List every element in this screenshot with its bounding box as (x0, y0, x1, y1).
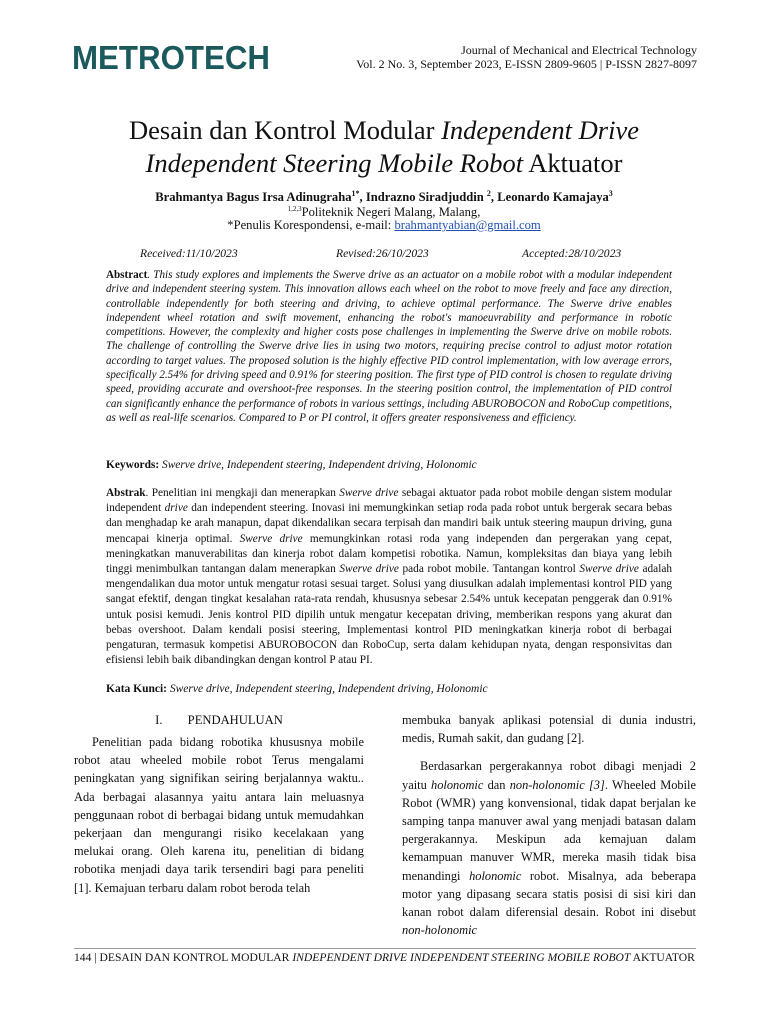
abstrak-text-3: dan independent steering. Inovasi ini memungkinkan setiap roda pada robot untuk bergerak secara bebas dan menghadap ke arah manapun, dapat dikendalikan secara terpisah dan mandiri baik untuk steering maupun driving, guna mencapai kinerja optimal. (106, 502, 672, 545)
page-footer (74, 951, 696, 965)
journal-info (356, 43, 697, 71)
abstrak-italic-4: Swerve drive (339, 563, 399, 576)
column-right (402, 711, 696, 939)
author-3-sup: 3 (608, 189, 613, 198)
abstrak-italic-5: Swerve drive (579, 563, 639, 576)
author-3: Leonardo Kamajaya (497, 190, 609, 205)
corresponding-label: *Penulis Korespondensi, e-mail: (227, 218, 395, 232)
keywords-english (106, 458, 672, 472)
p2-italic-d: non-holonomic [3] (509, 777, 605, 792)
abstract-english (106, 268, 672, 425)
abstrak-text-6: adalah mengendalikan dua motor untuk mengatur rotasi sesuai target. Solusi yang diusulkan adalah implementasi kontrol PID yang sangat efektif, dengan tingkat kesalahan rata-rata rendah, khususnya sebesar 2.54% untuk kecepatan penggerak dan 0.91% untuk posisi kemudi. Jenis kontrol PID dipilih untuk mengatur kecepatan driving, memberikan respons yang akurat dan bebas overshoot. Dalam kendali posisi steering, Implementasi kontrol PID meningkatkan kinerja robot di berbagai pengaturan, termasuk kompetisi ABUROBOCON dan RoboCup, serta dalam kehidupan nyata, dengan responsivitas dan efisiensi lebih baik dibandingkan dengan kontrol P atau PI. (106, 563, 672, 667)
footer-italic: INDEPENDENT DRIVE INDEPENDENT STEERING MOBILE ROBOT (292, 951, 631, 964)
abstrak-italic-2: drive (164, 502, 188, 515)
author-2-sup: 2 (486, 189, 491, 198)
submission-dates (60, 247, 708, 263)
author-list: Brahmantya Bagus Irsa Adinugraha$^{1*}$, Indrazno Siradjuddin $^2$, Leonardo Kamajaya$^3$ (155, 189, 613, 205)
p2-text-g: robot. Misalnya, ada beberapa motor yang dipasang secara statis posisi di sisi kiri dan kanan robot dalam diferensial desain. Robot ini disebut (402, 868, 696, 920)
title-line1-italic: Independent Drive (441, 115, 639, 145)
author-1-sup: 1* (351, 189, 360, 198)
paper-title (60, 114, 708, 180)
accepted-date: Accepted:28/10/2023 (522, 247, 622, 260)
journal-issue: Vol. 2 No. 3, September 2023, E-ISSN 2809-9605 | P-ISSN 2827-8097 (356, 57, 697, 71)
p2-text-a: Berdasarkan pergerakannya robot dibagi menjadi 2 yaitu (402, 759, 696, 792)
received-date: Received:11/10/2023 (140, 247, 238, 260)
title-line1-regular: Desain dan Kontrol Modular (129, 115, 442, 145)
footer-prefix: 144 | DESAIN DAN KONTROL MODULAR (74, 951, 293, 964)
column-left (74, 711, 364, 897)
p2-text-e: . Wheeled Mobile Robot (WMR) yang konvensional, tidak dapat berjalan ke samping tanpa manuver awal yang menjadi batasan dalam pergerakannya. Meskipun ada kemajuan dalam kemampuan manuver WMR, mereka masih tidak bisa menandingi (402, 777, 697, 883)
keywords-label: Keywords: (106, 459, 160, 471)
logo-text: METROTECH (72, 40, 270, 74)
abstrak-text-1: . Penelitian ini mengkaji dan menerapkan (145, 487, 340, 499)
author-1: Brahmantya Bagus Irsa Adinugraha (155, 190, 352, 205)
intro-paragraph-1: Penelitian pada bidang robotika khususnya mobile robot atau wheeled mobile robot Terus mengalami peningkatan yang signifikan seiring berjalannya waktu.. Ada berbagai alasannya yaitu antara lain meluasnya penggunaan robot di berbagai bidang untuk memudahkan pekerjaan dan mengurangi risiko kecelakaan yang melukai orang. Oleh karena itu, penelitian di bidang robotika menjadi daya tarik tersendiri bagi para peneliti [1]. Kemajuan terbaru dalam robot beroda telah (74, 735, 364, 895)
affiliation-sup: 1,2,3 (287, 205, 302, 213)
kata-kunci-label: Kata Kunci: (106, 683, 168, 695)
keywords-indonesian (106, 682, 672, 696)
abstract-label: Abstract (106, 269, 148, 281)
intro-paragraph-2 (402, 757, 696, 939)
title-line2-regular: Aktuator (523, 148, 623, 178)
abstrak-label: Abstrak (106, 487, 146, 499)
abstract-text: . This study explores and implements the Swerve drive as an actuator on a mobile robot with a modular independent drive and independent steering system. This innovation allows each wheel on the robot to move freely and face any direction, controllable independently for both steering and driving, to achieve optimal performance. The Swerve drive enables independent wheel rotation and swift movement, enhancing the robot's manoeuvrability and performance in robotic competitions. However, the complexity and higher costs pose challenges in implementing the Swerve drive on mobile robots. The challenge of controlling the Swerve drive lies in using two motors, requiring precise control to adjust motor rotation according to target values. The proposed solution is the highly effective PID control implementation, with low average errors, specifically 2.54% for driving speed and 0.91% for steering position. The first type of PID control is chosen to regulate driving speed, providing accurate and overshoot-free responses. In the steering position control, the implementation of PID control can significantly enhance the performance of robots in various settings, including ABUROBOCON and RoboCup competitions, as well as real-life scenarios. Compared to P or PI control, it offers greater responsiveness and efficiency. (106, 269, 672, 424)
p2-italic-f: holonomic (469, 868, 522, 883)
journal-name: Journal of Mechanical and Electrical Technology (461, 43, 697, 57)
author-2: Indrazno Siradjuddin (365, 190, 484, 205)
section-heading: I. PENDAHULUAN (155, 713, 283, 727)
abstract-indonesian (106, 486, 672, 668)
title-line2-italic: Independent Steering Mobile Robot (145, 148, 524, 178)
footer-divider (74, 948, 696, 949)
keywords-text: Swerve drive, Independent steering, Independent driving, Holonomic (159, 459, 477, 471)
p2-text-c: dan (483, 777, 510, 792)
abstrak-text-4: memungkinkan rotasi roda yang independen dan pergerakan yang cepat, meningkatkan manuverabilitas dan kinerja robot dalam kompetisi robotika. Namun, kompleksitas dan biaya yang lebih tinggi menimbulkan tantangan dalam menerapkan (106, 532, 672, 576)
corresponding-author (40, 217, 728, 233)
intro-paragraph-continued: membuka banyak aplikasi potensial di dunia industri, medis, Rumah sakit, dan gudang [2]. (402, 713, 696, 746)
kata-kunci-text: Swerve drive, Independent steering, Independent driving, Holonomic (167, 683, 488, 695)
footer-suffix: AKTUATOR (630, 951, 695, 964)
p2-italic-b: holonomic (431, 777, 484, 792)
abstrak-text-2: sebagai aktuator pada robot mobile dengan sistem modular independent (106, 487, 673, 515)
revised-date: Revised:26/10/2023 (336, 247, 429, 260)
abstrak-italic-3: Swerve drive (239, 532, 303, 545)
metrotech-logo (72, 40, 272, 74)
email-link[interactable]: brahmantyabian@gmail.com (394, 218, 541, 232)
p2-italic-h: non-holonomic (402, 923, 478, 938)
abstrak-text-5: pada robot mobile. Tantangan kontrol (398, 563, 580, 576)
abstrak-italic-1: Swerve drive (339, 487, 399, 499)
affiliation-text: Politeknik Negeri Malang, Malang, (301, 205, 481, 220)
